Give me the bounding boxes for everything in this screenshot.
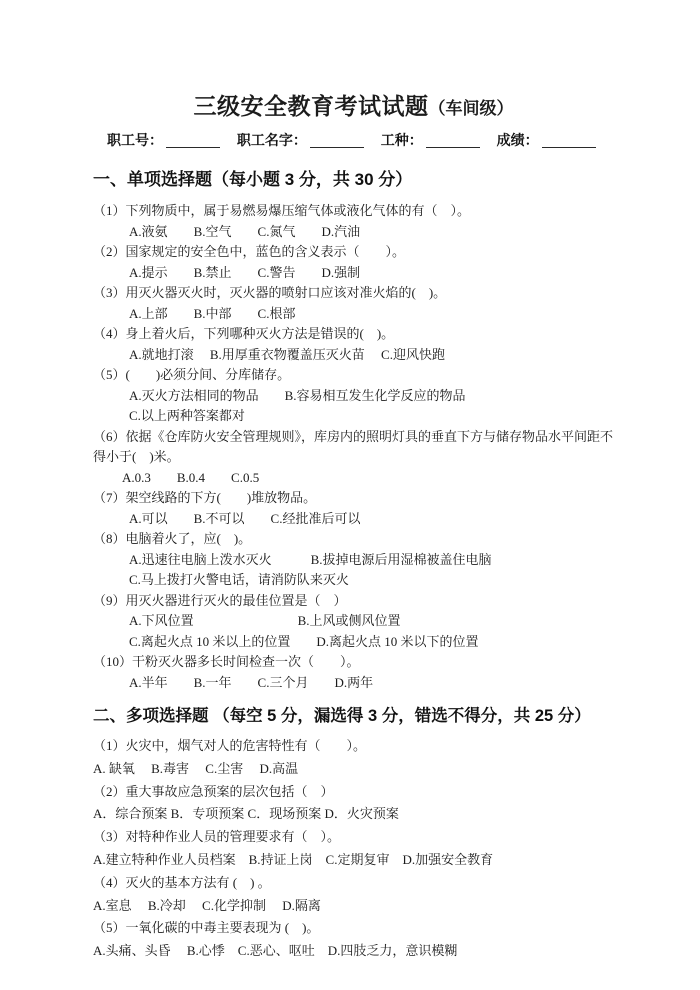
info-field-blank-line [310,133,364,148]
info-field [107,132,233,148]
exam-title-text: 三级安全教育考试试题 [193,93,429,119]
option-line: 得小于( )米。 [93,449,180,464]
question-line: （4）灭火的基本方法有 ( ) 。 [93,874,271,890]
question-line: （7）架空线路的下方( )堆放物品。 [93,490,317,505]
exam-section [93,703,614,963]
section-heading: 一、单项选择题（每小题 3 分，共 30 分） [93,170,413,189]
option-line: A.室息 B.冷却 C.化学抑制 D.隔离 [93,897,321,913]
section-lines [93,201,614,693]
question-line: （6）依据《仓库防火安全管理规则》，库房内的照明灯具的垂直下方与储存物品水平间距不 [93,428,614,444]
info-field [497,132,596,148]
info-field-label: 职工名字： [236,132,307,148]
info-field-label: 职工号： [107,132,163,148]
option-line: A.液氨 B.空气 C.氮气 D.汽油 [129,223,361,239]
question-line: （3）用灭火器灭火时，灭火器的喷射口应该对准火焰的( )。 [93,285,447,300]
info-field [237,132,377,148]
option-line: C.以上两种答案都对 [129,408,245,423]
question-line: （2）国家规定的安全色中，蓝色的含义表示（ ）。 [93,244,406,259]
option-line: A.就地打滚 B.用厚重衣物覆盖压灭火苗 C.迎风快跑 [129,346,445,362]
option-line: A.头痛、头昏 B.心悸 C.恶心、呕吐 D.四肢乏力，意识模糊 [93,943,458,959]
question-line: （3）对特种作业人员的管理要求有（ ）。 [93,829,341,845]
exam-body [93,168,614,963]
question-line: （5）一氧化碳的中毒主要表现为 ( )。 [93,920,320,936]
exam-section [93,168,614,693]
info-field-label: 工种： [380,132,423,148]
option-line: A.上部 B.中部 C.根部 [129,305,296,321]
option-line: A.提示 B.禁止 C.警告 D.强制 [129,264,361,280]
info-field-blank-line [542,133,596,148]
option-line: A.半年 B.一年 C.三个月 D.两年 [129,674,374,690]
question-line: （4）身上着火后，下列哪种灭火方法是错误的( )。 [93,326,395,341]
option-line: A.可以 B.不可以 C.经批准后可以 [129,510,361,526]
info-fields-row [93,129,614,151]
option-line: A.下风位置 B.上风或侧风位置 [129,613,401,628]
section-heading: 二、多项选择题 （每空 5 分，漏选得 3 分，错选不得分，共 25 分） [93,707,591,725]
option-line: A.0.3 B.0.4 C.0.5 [122,469,260,485]
option-line: C.离起火点 10 米以上的位置 D.离起火点 10 米以下的位置 [129,633,479,649]
exam-title [93,90,614,122]
info-field-blank-line [166,133,220,148]
question-line: （9）用灭火器进行灭火的最佳位置是（ ） [93,592,347,608]
question-line: （1）下列物质中，属于易燃易爆压缩气体或液化气体的有（ ）。 [93,203,471,218]
option-line: A．综合预案 B．专项预案 C．现场预案 D．火灾预案 [93,806,399,822]
info-field-label: 成绩： [496,132,539,148]
question-line: （2）重大事故应急预案的层次包括（ ） [93,783,334,799]
info-field [381,132,493,148]
question-line: （1）火灾中，烟气对人的危害特性有（ ）。 [93,738,367,753]
info-field-blank-line [426,133,480,148]
question-line: （8）电脑着火了，应( )。 [93,531,252,546]
question-line: （5）( )必须分间、分库储存。 [93,367,291,382]
option-line: A. 缺氧 B.毒害 C.尘害 D.高温 [93,760,299,776]
section-lines [93,735,614,963]
option-line: A.迅速往电脑上泼水灭火 B.拔掉电源后用湿棉被盖住电脑 [129,551,492,567]
option-line: A.灭火方法相同的物品 B.容易相互发生化学反应的物品 [129,387,466,403]
question-line: （10）干粉灭火器多长时间检查一次（ ）。 [93,654,360,669]
exam-title-grade: （车间级） [428,99,514,118]
option-line: A.建立特种作业人员档案 B.持证上岗 C.定期复审 D.加强安全教育 [93,851,494,867]
option-line: C.马上拨打火警电话，请消防队来灭火 [129,572,349,587]
